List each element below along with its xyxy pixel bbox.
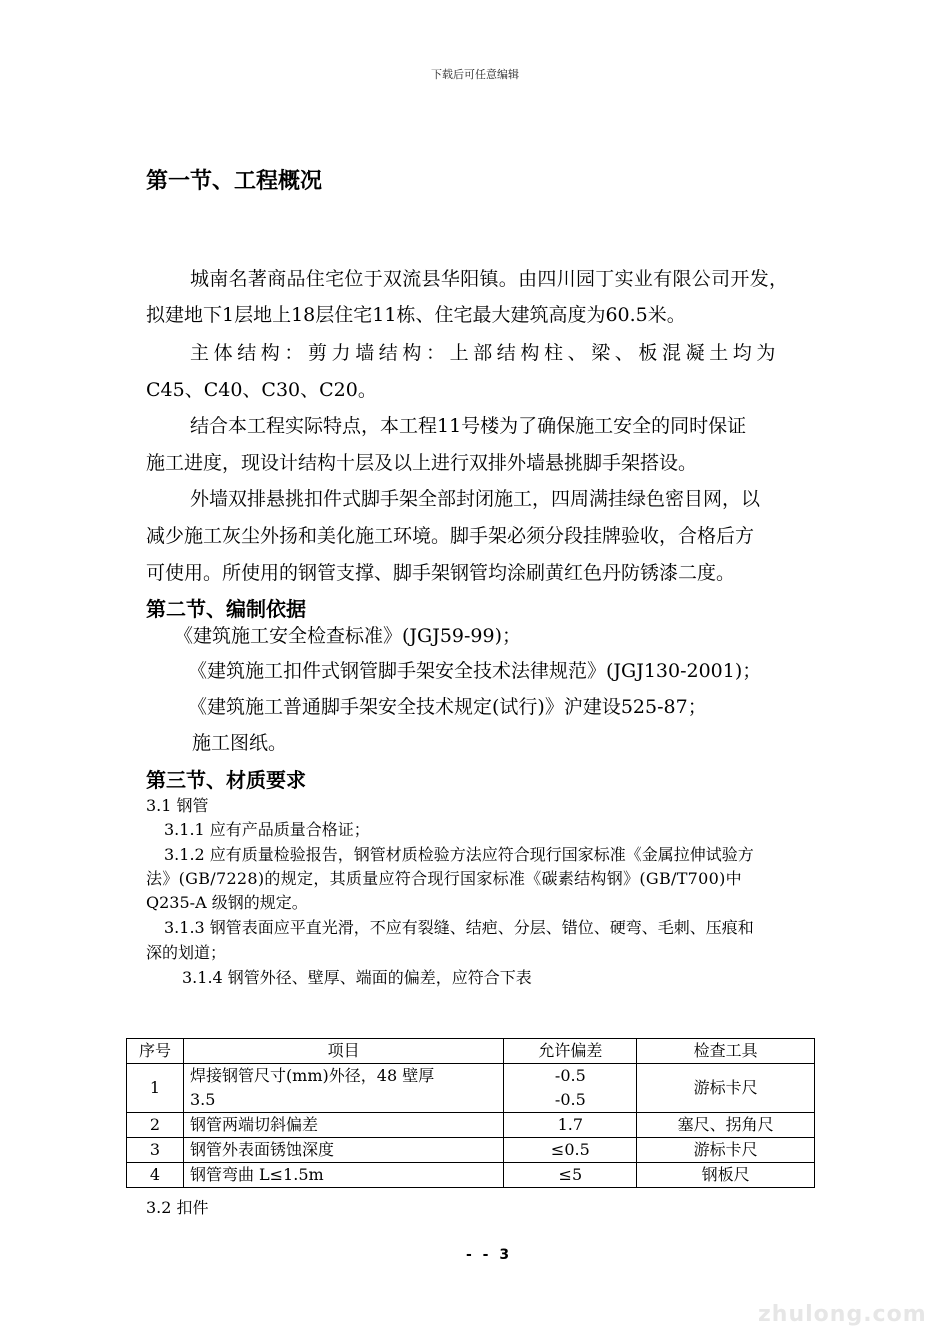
table-row [127,1138,815,1163]
table-cell-item-line: 焊接钢管尺寸(mm)外径，48 壁厚 [189,1066,435,1085]
section3-title: 第三节、材质要求 [146,768,306,792]
pipe-tolerance-table [126,1038,815,1188]
table-cell-tool: 游标卡尺 [637,1064,815,1113]
section1-line-8: 减少施工灰尘外扬和美化施工环境。脚手架必须分段挂牌验收，合格后方 [146,525,755,547]
section3-sub-fastener: 3.2 扣件 [146,1198,209,1217]
section3-line-2: 3.1.2 应有质量检验报告，钢管材质检验方法应符合现行国家标准《金属拉伸试验方 [164,845,754,864]
table-header-cell: 允许偏差 [504,1039,637,1064]
table-row [127,1064,815,1113]
table-row [127,1163,815,1188]
table-cell-item: 钢管弯曲 L≤1.5m [183,1163,503,1188]
table-cell-deviation [504,1064,637,1113]
section3-sub-steel-pipe: 3.1 钢管 [146,796,209,815]
watermark: zhulong.com [758,1302,927,1327]
table-cell-deviation: ≤5 [504,1163,637,1188]
section2-item-4: 施工图纸。 [192,732,288,754]
section3-line-5: 3.1.3 钢管表面应平直光滑，不应有裂缝、结疤、分层、错位、硬弯、毛刺、压痕和 [164,918,754,937]
table-cell-deviation-line: -0.5 [554,1090,586,1109]
table-cell-tool: 塞尺、拐角尺 [637,1113,815,1138]
table-header-row [127,1039,815,1064]
table-cell-item: 钢管两端切斜偏差 [183,1113,503,1138]
section1-title: 第一节、工程概况 [146,169,323,194]
table-cell-deviation: ≤0.5 [504,1138,637,1163]
section2-item-1: 《建筑施工安全检查标准》(JGJ59-99)； [174,625,522,647]
table-cell-no: 3 [127,1138,184,1163]
page-header: 下载后可任意编辑 [431,68,519,81]
section3-line-4: Q235-A 级钢的规定。 [146,893,308,912]
section1-line-1: 城南名著商品住宅位于双流县华阳镇。由四川园丁实业有限公司开发， [190,268,789,290]
table-cell-item [183,1064,503,1113]
section3-line-1: 3.1.1 应有产品质量合格证； [164,820,370,839]
table-header-cell: 项目 [183,1039,503,1064]
section2-item-3: 《建筑施工普通脚手架安全技术规定(试行)》沪建设525-87； [188,696,707,718]
section1-line-5: 结合本工程实际特点，本工程11号楼为了确保施工安全的同时保证 [190,415,747,437]
table-cell-no: 4 [127,1163,184,1188]
table-cell-no: 1 [127,1064,184,1113]
section1-line-6: 施工进度，现设计结构十层及以上进行双排外墙悬挑脚手架搭设。 [146,452,698,474]
table-cell-deviation: 1.7 [504,1113,637,1138]
table-cell-tool: 钢板尺 [637,1163,815,1188]
section1-line-2: 拟建地下1层地上18层住宅11栋、住宅最大建筑高度为60.5米。 [146,304,686,326]
table-header-cell: 检查工具 [637,1039,815,1064]
section3-line-7: 3.1.4 钢管外径、壁厚、端面的偏差，应符合下表 [182,968,532,987]
table-cell-tool: 游标卡尺 [637,1138,815,1163]
section3-line-6: 深的划道； [146,943,227,962]
section1-line-3: 主体结构：剪力墙结构：上部结构柱、梁、板混凝土均为 [190,342,781,364]
page-number: - - 3 [466,1247,513,1263]
section1-line-9: 可使用。所使用的钢管支撑、脚手架钢管均涂刷黄红色丹防锈漆二度。 [146,562,736,584]
section1-line-4: C45、C40、C30、C20。 [146,379,377,401]
section2-title: 第二节、编制依据 [146,597,306,621]
table-cell-no: 2 [127,1113,184,1138]
table-cell-item: 钢管外表面锈蚀深度 [183,1138,503,1163]
table-cell-deviation-line: -0.5 [554,1066,586,1085]
section3-line-3: 法》(GB/7228)的规定，其质量应符合现行国家标准《碳素结构钢》(GB/T700)中 [146,869,742,888]
section1-line-7: 外墙双排悬挑扣件式脚手架全部封闭施工，四周满挂绿色密目网，以 [190,488,761,510]
table-row [127,1113,815,1138]
table-header-cell: 序号 [127,1039,184,1064]
section2-item-2: 《建筑施工扣件式钢管脚手架安全技术法律规范》(JGJ130-2001)； [188,660,762,682]
table-cell-item-line: 3.5 [189,1090,216,1109]
